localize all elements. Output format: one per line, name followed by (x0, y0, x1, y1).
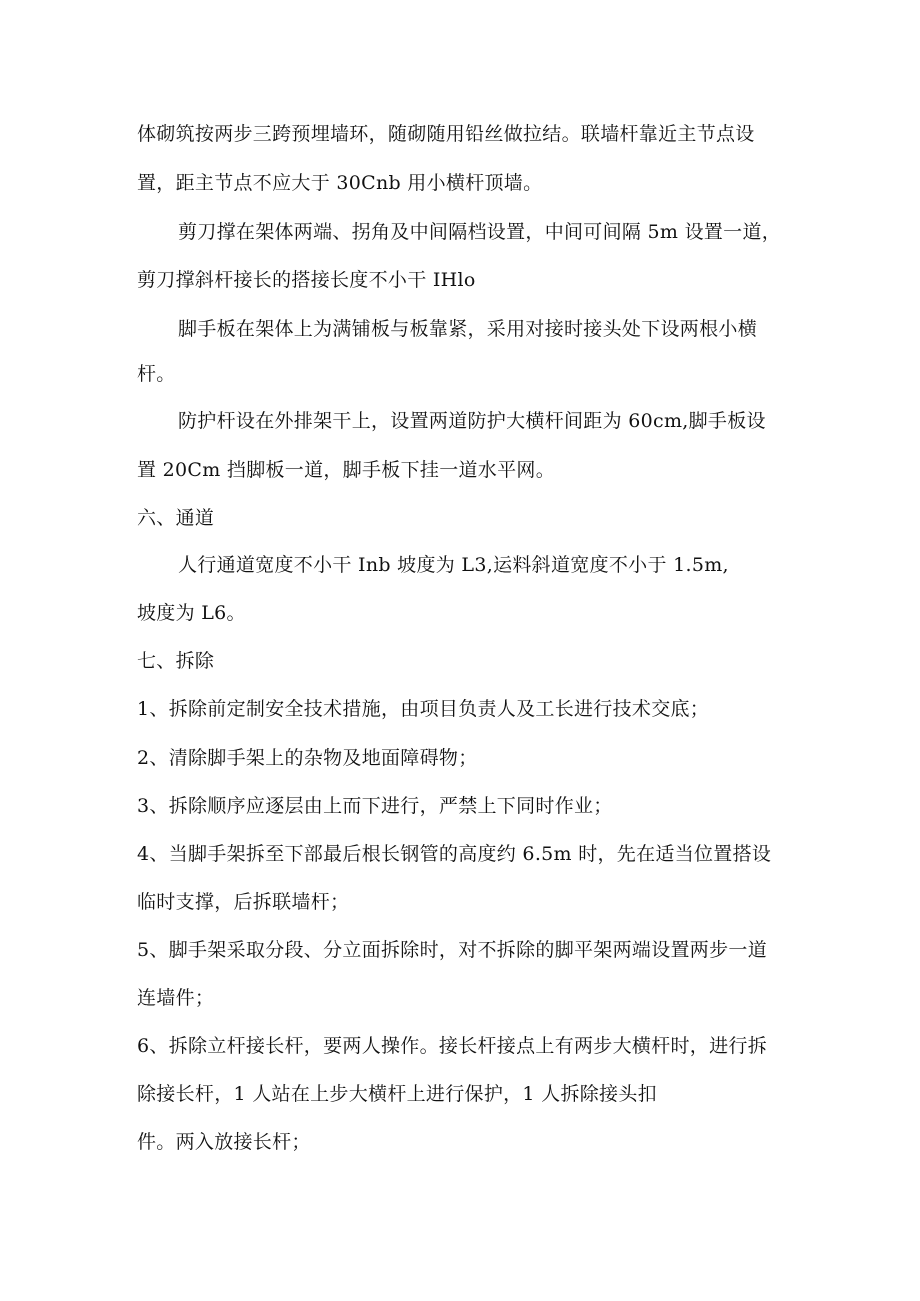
list-item: 5、脚手架采取分段、分立面拆除时，对不拆除的脚平架两端设置两步一道 (137, 939, 767, 961)
section-heading: 六、通道 (137, 507, 215, 529)
list-item: 3、拆除顺序应逐层由上而下进行，严禁上下同时作业； (137, 795, 613, 817)
list-item: 4、当脚手架拆至下部最后根长钢管的高度约 6.5m 时，先在适当位置搭设 (137, 843, 772, 865)
list-item-continuation: 件。两入放接长杆； (137, 1131, 311, 1153)
list-item: 1、拆除前定制安全技术措施，由项目负责人及工长进行技术交底； (137, 698, 710, 720)
text-line: 杆。 (137, 363, 176, 385)
list-item: 6、拆除立杆接长杆，要两人操作。接长杆接点上有两步大横杆时，进行拆 (137, 1035, 767, 1057)
paragraph-start: 防护杆设在外排架干上，设置两道防护大横杆间距为 60cm,脚手板设 (178, 410, 766, 432)
text-line: 坡度为 L6。 (137, 602, 246, 624)
paragraph-start: 脚手板在架体上为满铺板与板靠紧，采用对接时接头处下设两根小横 (178, 318, 758, 340)
list-item-continuation: 连墙件； (137, 987, 215, 1009)
list-item: 2、清除脚手架上的杂物及地面障碍物； (137, 747, 478, 769)
paragraph-start: 人行通道宽度不小干 Inb 坡度为 L3,运料斜道宽度不小于 1.5m, (178, 554, 729, 576)
list-item-continuation: 临时支撑，后拆联墙杆； (137, 891, 350, 913)
text-line: 体砌筑按两步三跨预埋墙环，随砌随用铅丝做拉结。联墙杆靠近主节点设 (137, 123, 755, 145)
text-line: 置，距主节点不应大于 30Cnb 用小横杆顶墙。 (137, 172, 543, 194)
text-line: 剪刀撑斜杆接长的搭接长度不小干 IHlo (137, 269, 476, 291)
paragraph-start: 剪刀撑在架体两端、拐角及中间隔档设置，中间可间隔 5m 设置一道， (178, 221, 782, 243)
section-heading: 七、拆除 (137, 650, 215, 672)
list-item-continuation: 除接长杆，1 人站在上步大横杆上进行保护，1 人拆除接头扣 (137, 1083, 657, 1105)
text-line: 置 20Cm 挡脚板一道，脚手板下挂一道水平网。 (137, 459, 556, 481)
